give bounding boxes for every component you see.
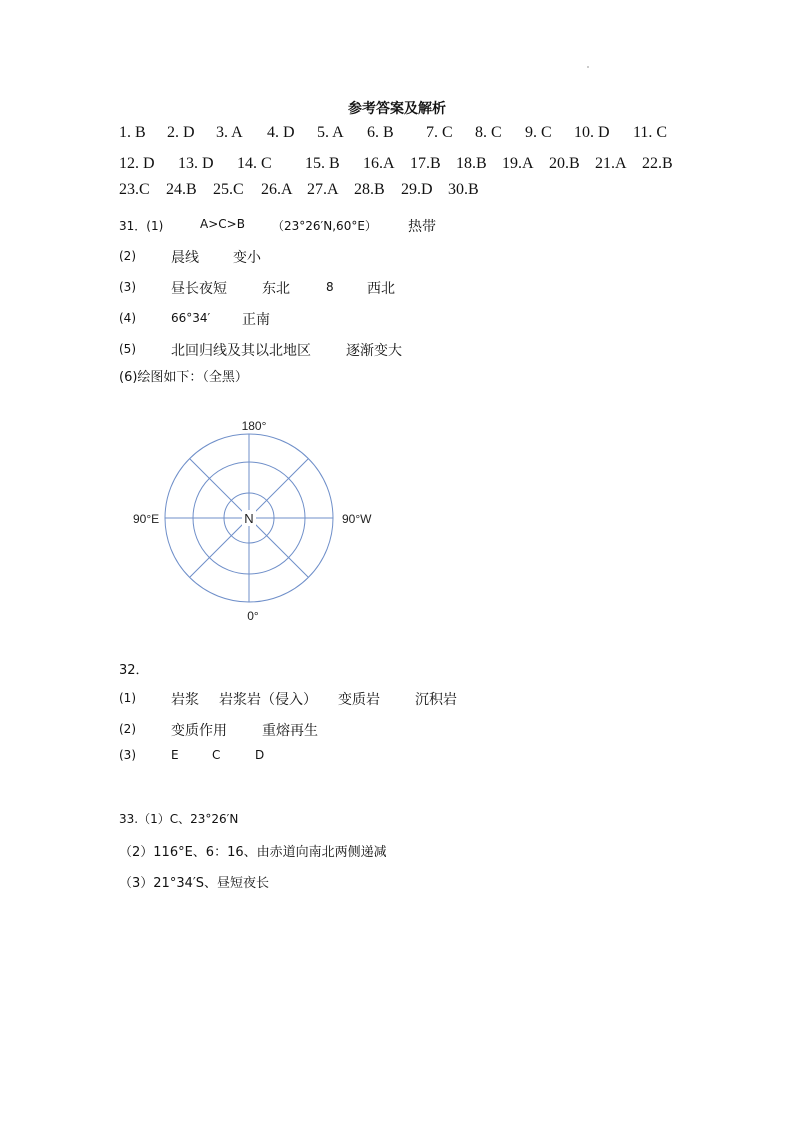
q31-p3-answer: 西北 <box>367 281 395 297</box>
label-90w: 90°W <box>342 512 372 526</box>
q31-p3-answer: 昼长夜短 <box>171 281 227 297</box>
mcq-answer: 24.B <box>166 181 197 198</box>
q31-p1-answer: 热带 <box>408 219 436 235</box>
q31-p5-answer: 北回归线及其以北地区 <box>171 343 311 359</box>
mcq-answer: 10. D <box>574 124 610 141</box>
q31-p1-answer: A>C>B <box>200 217 245 231</box>
q31-p6-caption: (6)绘图如下：（全黑） <box>119 370 248 385</box>
q32-p1-label: (1) <box>119 691 136 705</box>
mcq-answer: 18.B <box>456 155 487 172</box>
mcq-answer: 17.B <box>410 155 441 172</box>
q32-p1-answer: 变质岩 <box>338 692 380 708</box>
q31-p3-answer: 东北 <box>262 281 290 297</box>
q31-p5-label: (5) <box>119 342 136 356</box>
q32-p3-answer: E <box>171 748 179 762</box>
mcq-answer: 20.B <box>549 155 580 172</box>
mcq-answer: 7. C <box>426 124 453 141</box>
q32-p3-answer: D <box>255 748 265 762</box>
q31-p3-answer: 8 <box>326 280 334 294</box>
mcq-answer: 5. A <box>317 124 344 141</box>
q32-p3-answer: C <box>212 748 221 762</box>
label-0: 0° <box>247 609 259 623</box>
q31-label: 31．(1) <box>119 219 164 233</box>
mcq-answer: 14. C <box>237 155 272 172</box>
q31-p4-answer: 66°34′ <box>171 311 211 325</box>
q33-line: （2）116°E、6：16、由赤道向南北两侧递减 <box>119 845 387 860</box>
mcq-answer: 23.C <box>119 181 150 198</box>
q31-p4-answer: 正南 <box>242 312 270 328</box>
q32-p1-answer: 岩浆 <box>171 692 199 708</box>
mcq-answer: 29.D <box>401 181 433 198</box>
label-90e: 90°E <box>133 512 160 526</box>
q32-p2-answer: 变质作用 <box>171 723 227 739</box>
mcq-answer: 25.C <box>213 181 244 198</box>
mcq-answer: 11. C <box>633 124 668 141</box>
mcq-answer: 12. D <box>119 155 155 172</box>
q32-p2-answer: 重熔再生 <box>262 723 318 739</box>
q31-p2-answer: 晨线 <box>171 250 199 266</box>
mcq-answer: 16.A <box>363 155 395 172</box>
mcq-answer: 9. C <box>525 124 552 141</box>
q33-line: 33.（1）C、23°26′N <box>119 812 239 826</box>
mcq-answer: 6. B <box>367 124 394 141</box>
mcq-answer: 15. B <box>305 155 340 172</box>
q31-p5-answer: 逐渐变大 <box>346 343 402 359</box>
mcq-answer: 1. B <box>119 124 146 141</box>
mcq-answer: 21.A <box>595 155 627 172</box>
page-title: 参考答案及解析 <box>348 101 446 117</box>
mcq-answer: 3. A <box>216 124 243 141</box>
mcq-answer: 22.B <box>642 155 673 172</box>
q32-p1-answer: 岩浆岩（侵入） <box>219 692 317 708</box>
q32-p2-label: (2) <box>119 722 136 736</box>
mcq-answer: 8. C <box>475 124 502 141</box>
mcq-answer: 30.B <box>448 181 479 198</box>
label-180: 180° <box>241 419 267 433</box>
mcq-answer: 26.A <box>261 181 293 198</box>
q31-p1-answer: （23°26′N,60°E） <box>272 219 377 233</box>
q31-p2-answer: 变小 <box>233 250 261 266</box>
mcq-answer: 27.A <box>307 181 339 198</box>
label-north-pole: N <box>244 511 254 526</box>
mcq-answer: 19.A <box>502 155 534 172</box>
q32-p1-answer: 沉积岩 <box>415 692 457 708</box>
q32-p3-label: (3) <box>119 748 136 762</box>
mcq-answer: 13. D <box>178 155 214 172</box>
q31-p3-label: (3) <box>119 280 136 294</box>
mcq-answer: 28.B <box>354 181 385 198</box>
q33-line: （3）21°34′S、昼短夜长 <box>119 876 270 891</box>
q31-p4-label: (4) <box>119 311 136 325</box>
q32-label: 32． <box>119 663 149 678</box>
q31-p2-label: (2) <box>119 249 136 263</box>
mcq-answer: 4. D <box>267 124 295 141</box>
mcq-answer: 2. D <box>167 124 195 141</box>
